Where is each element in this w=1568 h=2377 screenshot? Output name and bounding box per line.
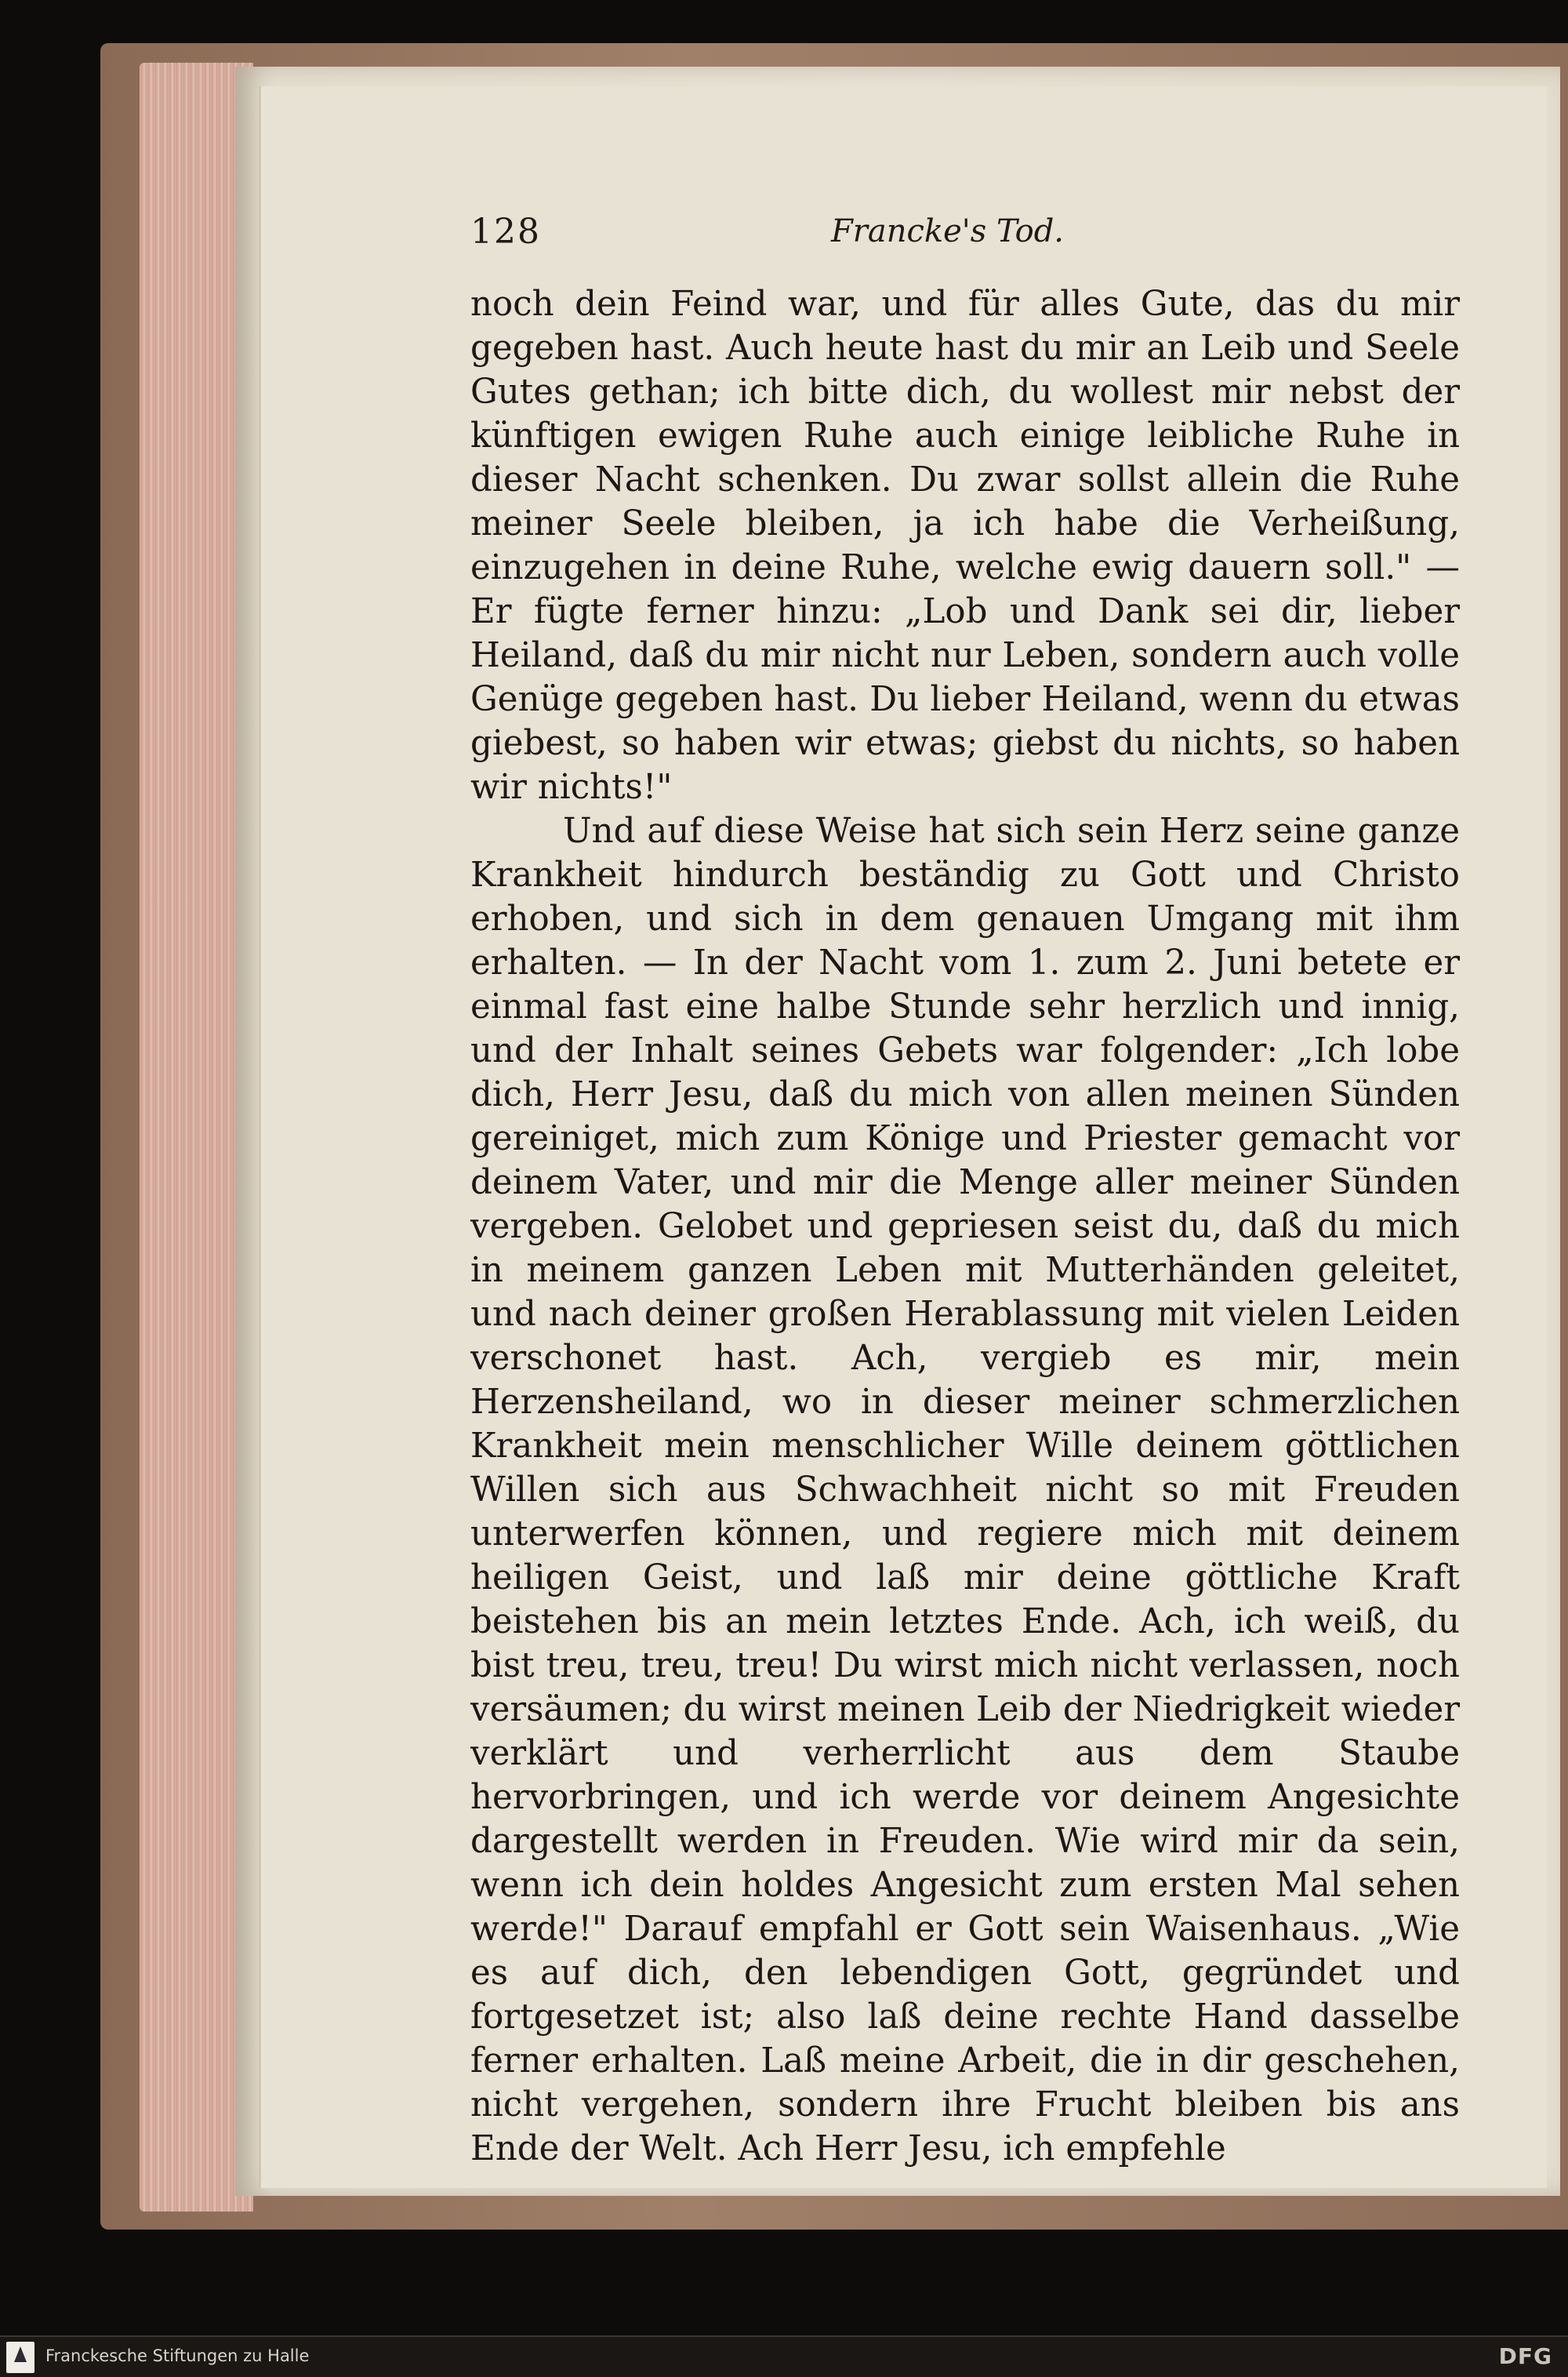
page-header [470, 212, 1458, 259]
dfg-logo: DFG [1498, 2343, 1552, 2369]
institution-logo-icon [6, 2342, 34, 2373]
body-text [470, 282, 1460, 2171]
page-number: 128 [470, 212, 541, 252]
viewer-footer-bar [0, 2335, 1568, 2377]
paragraph-2: Und auf diese Weise hat sich sein Herz seine ganze Krankheit hindurch beständig zu Gott und Christo erhoben, und sich in dem genauen Umgang mit ihm erhalten. — In der Nacht vom 1. zum 2. Juni betete er einmal fast eine halbe Stunde sehr herzlich und innig, und der Inhalt seines Gebets war folgender: „Ich lobe dich, Herr Jesu, daß du mich von allen meinen Sünden gereiniget, mich zum Könige und Priester gemacht vor deinem Vater, und mir die Menge aller meiner Sünden vergeben. Gelobet und gepriesen seist du, daß du mich in meinem ganzen Leben mit Mutterhänden geleitet, und nach deiner großen Herablassung mit vielen Leiden verschonet hast. Ach, vergieb es mir, mein Herzensheiland, wo in dieser meiner schmerzlichen Krankheit mein menschlicher Wille deinem göttlichen Willen sich aus Schwachheit nicht so mit Freuden unterwerfen können, und regiere mich mit deinem heiligen Geist, und laß mir deine göttliche Kraft beistehen bis an mein letztes Ende. Ach, ich weiß, du bist treu, treu, treu! Du wirst mich nicht verlassen, noch versäumen; du wirst meinen Leib der Niedrigkeit wieder verklärt und verherrlicht aus dem Staube hervorbringen, und ich werde vor deinem Angesichte dargestellt werden in Freuden. Wie wird mir da sein, wenn ich dein holdes Angesicht zum ersten Mal sehen werde!" Darauf empfahl er Gott sein Waisenhaus. „Wie es auf dich, den lebendigen Gott, gegründet und fortgesetzet ist; also laß deine rechte Hand dasselbe ferner erhalten. Laß meine Arbeit, die in dir geschehen, nicht vergehen, sondern ihre Frucht bleiben bis ans Ende der Welt. Ach Herr Jesu, ich empfehle [470, 812, 1460, 2168]
institution-name: Franckesche Stiftungen zu Halle [45, 2346, 310, 2365]
paragraph-1: noch dein Feind war, und für alles Gute, das du mir gegeben hast. Auch heute hast du mir an Leib und Seele Gutes gethan; ich bitte dich, du wollest mir nebst der künftigen ewigen Ruhe auch einige leibliche Ruhe in dieser Nacht schenken. Du zwar sollst allein die Ruhe meiner Seele bleiben, ja ich habe die Verheißung, einzugehen in deine Ruhe, welche ewig dauern soll." — Er fügte ferner hinzu: „Lob und Dank sei dir, lieber Heiland, daß du mir nicht nur Leben, sondern auch volle Genüge gegeben hast. Du lieber Heiland, wenn du etwas giebest, so haben wir etwas; giebst du nichts, so haben wir nichts!" [470, 285, 1460, 807]
running-title: Francke's Tod. [831, 213, 1065, 249]
